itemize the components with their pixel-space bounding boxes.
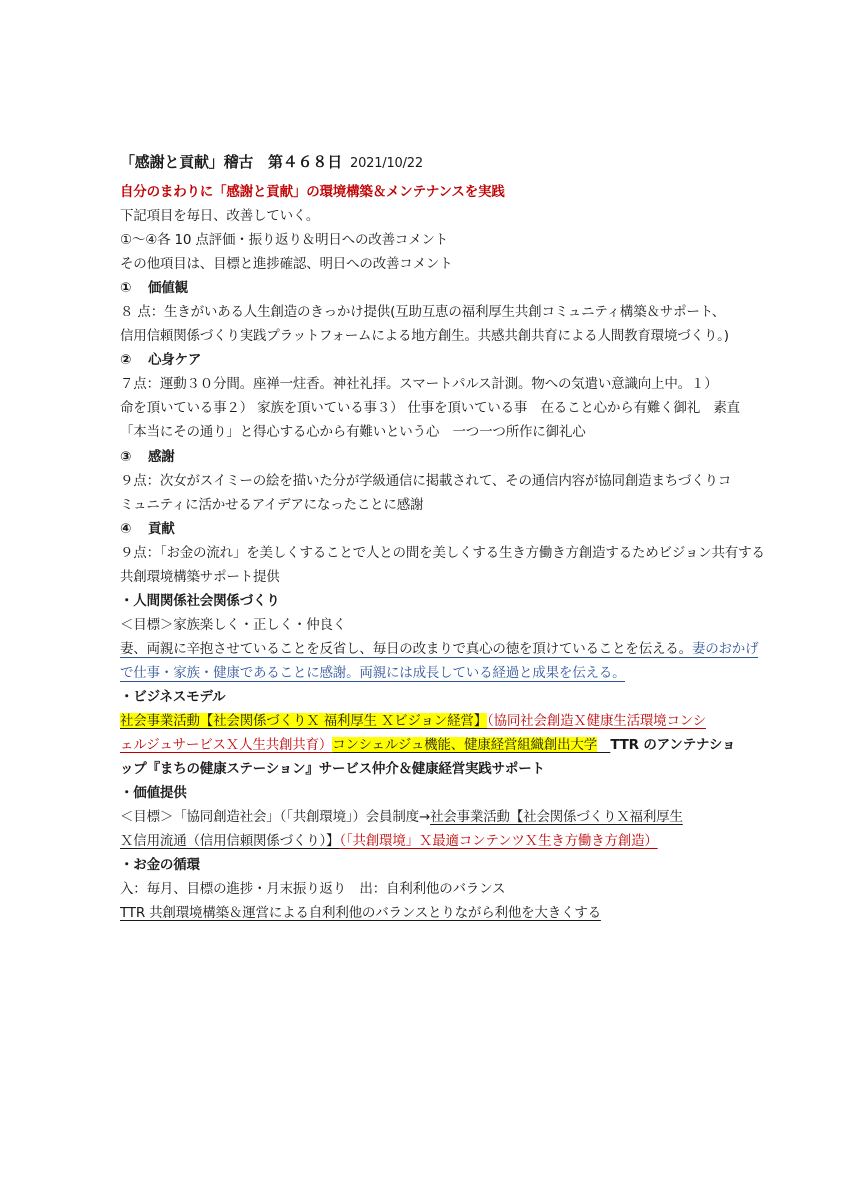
business-highlight: 社会事業活動【社会関係づくりＸ 福利厚生 Ｘビジョン経営】 <box>120 713 488 730</box>
intro-line: その他項目は、目標と進捗確認、明日への改善コメント <box>120 256 453 273</box>
value-plain-text: ＜目標＞「協同創造社会」（「共創環境」）会員制度→ <box>120 809 431 826</box>
business-bold-text: TTR のアンテナショ <box>610 737 736 754</box>
intro-line: ①～④各 10 点評価・振り返り＆明日への改善コメント <box>120 232 449 249</box>
money-heading: ・お金の循環 <box>120 857 200 874</box>
section-text: 命を頂いている事２） 家族を頂いている事３） 仕事を頂いている事 在ること心から有難く御礼 素直 <box>120 400 740 417</box>
relations-text-blue: で仕事・家族・健康であることに感謝。両親には成長している経過と成果を伝える。 <box>120 664 626 681</box>
business-red-text: ェルジュサービスＸ人生共創共育） <box>120 737 333 754</box>
value-underlined-text: Ｘ信用流通（信用信頼関係づくり）】 <box>120 833 340 850</box>
relations-heading: ・人間関係社会関係づくり <box>120 592 280 609</box>
relations-goal: ＜目標＞家族楽しく・正しく・仲良く <box>120 616 347 633</box>
business-bold-text: ップ『まちの健康ステーション』サービス仲介＆健康経営実践サポート <box>120 761 545 778</box>
business-gap <box>597 737 610 753</box>
value-underlined-text: 社会事業活動【社会関係づくりＸ福利厚生 <box>430 809 683 826</box>
value-text <box>120 831 760 852</box>
section-number: ② <box>120 352 132 369</box>
intro-line: 下記項目を毎日、改善していく。 <box>120 208 320 225</box>
value-red-text: （「共創環境」Ｘ最適コンテンツＸ生き方働き方創造） <box>339 833 658 850</box>
money-underlined-text: TTR 共創環境構築＆運営による自利利他のバランスとりながら利他を大きくする <box>120 905 601 922</box>
section-text: ミュニティに活かせるアイデアになったことに感謝 <box>120 496 424 513</box>
relations-text-blue: 妻のおかげ <box>691 640 759 657</box>
document-page <box>120 150 765 927</box>
section-title: 感謝 <box>148 448 175 465</box>
business-text <box>120 711 760 732</box>
section-number: ③ <box>120 448 132 465</box>
section-number: ④ <box>120 520 132 537</box>
relations-text <box>120 663 760 684</box>
business-highlight: コンシェルジュ機能、健康経営組織創出大学 <box>332 737 597 754</box>
relations-text <box>120 639 760 660</box>
section-heading-mind-body <box>120 350 760 371</box>
section-text: 「本当にその通り」と得心する心から有難いという心 一つ一つ所作に御礼心 <box>120 424 586 441</box>
business-red-text: （協同社会創造Ｘ健康生活環境コンシ <box>487 713 707 730</box>
section-text: ７点：運動３０分間。座禅一炷香。神社礼拝。スマートパルス計測。物への気遣い意識向上中。１） <box>120 376 718 393</box>
section-heading-gratitude <box>120 447 760 468</box>
section-heading-values <box>120 278 760 299</box>
section-text: 信用信頼関係づくり実践プラットフォームによる地方創生。共感共創共育による人間教育環境づくり。) <box>120 328 729 345</box>
page-title <box>120 150 760 174</box>
value-text <box>120 807 760 828</box>
business-heading: ・ビジネスモデル <box>120 688 226 705</box>
section-text: ９点：「お金の流れ」を美しくすることで人との間を美しくする生き方働き方創造するためビジョン共有する <box>120 544 765 561</box>
section-title: 心身ケア <box>148 352 202 369</box>
subtitle: 自分のまわりに「感謝と貢献」の環境構築＆メンテナンスを実践 <box>120 184 505 200</box>
section-heading-contribution <box>120 519 760 540</box>
section-title: 貢献 <box>148 520 175 537</box>
value-heading: ・価値提供 <box>120 785 187 802</box>
section-text: 共創環境構築サポート提供 <box>120 568 280 585</box>
money-text <box>120 903 760 924</box>
section-number: ① <box>120 280 132 297</box>
section-text: ９点：次女がスイミーの絵を描いた分が学級通信に掲載されて、その通信内容が協同創造まちづくりコ <box>120 472 732 489</box>
section-text: ８ 点：生きがいある人生創造のきっかけ提供(互助互恵の福利厚生共創コミュニティ構築＆サポート、 <box>120 304 726 321</box>
business-text <box>120 735 760 756</box>
section-title: 価値観 <box>148 280 188 297</box>
title-date: 2021/10/22 <box>350 156 423 171</box>
money-text: 入：毎月、目標の進捗・月末振り返り 出：自利利他のバランス <box>120 881 506 898</box>
relations-text-black: 妻、両親に辛抱させていることを反省し、毎日の改まりで真心の徳を頂けていることを伝える。 <box>120 640 692 657</box>
title-main: 「感謝と貢献」稽古 第４６８日 <box>120 153 343 171</box>
